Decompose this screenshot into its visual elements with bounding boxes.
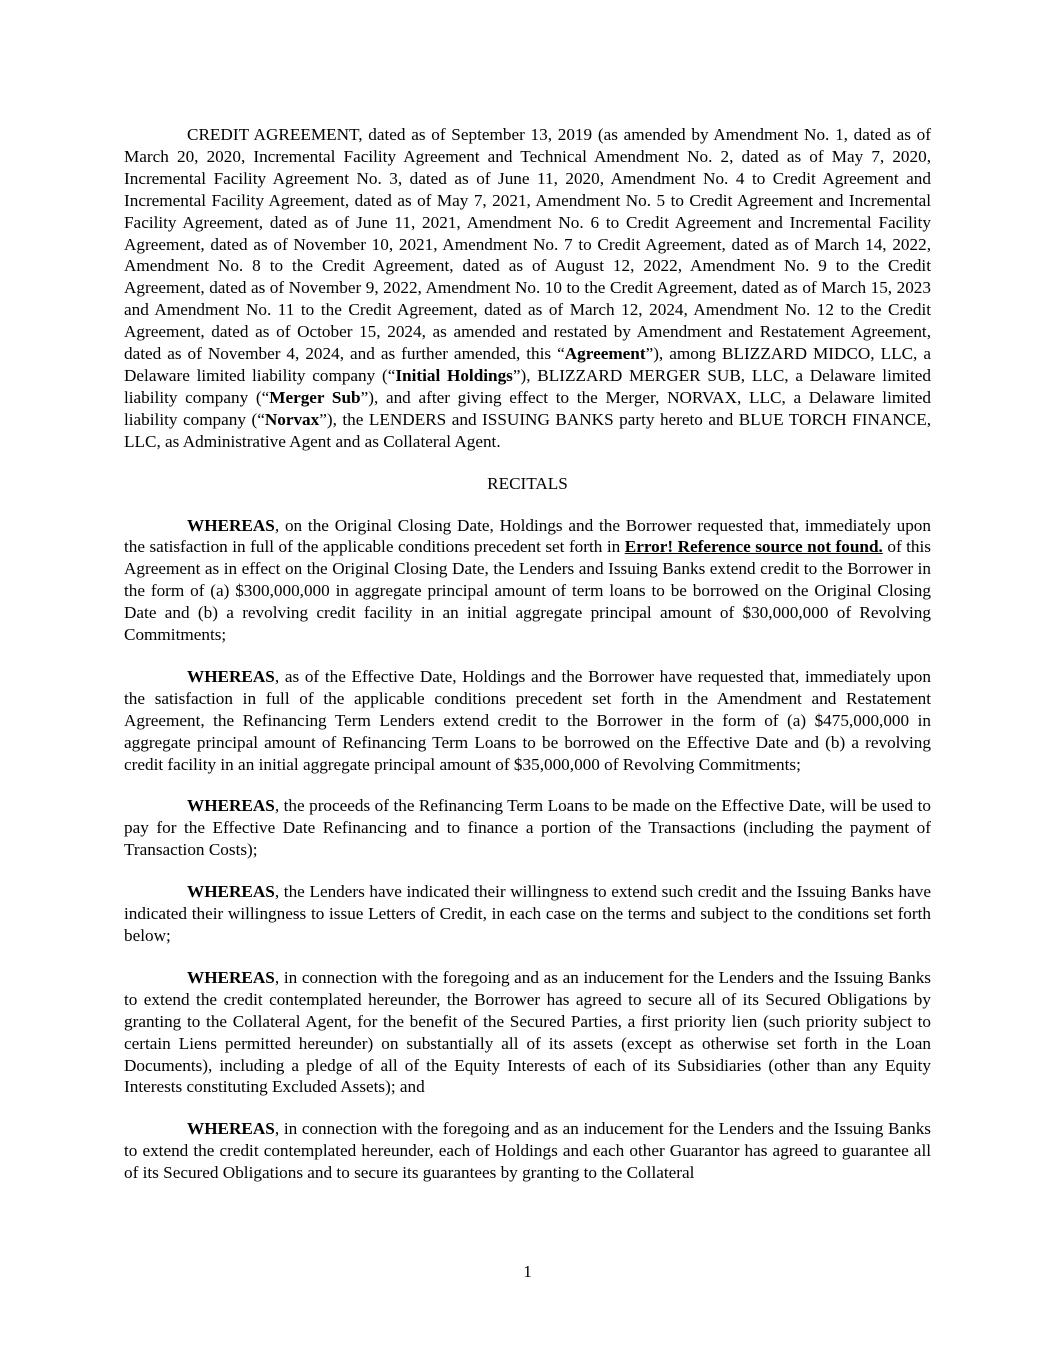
whereas-lead: WHEREAS xyxy=(187,666,275,686)
whereas-lead: WHEREAS xyxy=(187,882,275,902)
whereas-lead: WHEREAS xyxy=(187,515,275,535)
error-reference-link[interactable]: Error! Reference source not found. xyxy=(624,537,883,557)
whereas-1-text-2: of this Agreement as in effect on the Original Closing Date, the Lenders and Issuing Banks extend credit to the Borrower in the form of (a) $300,000,000 in aggregate principal amount of term loans to be borrowed on the Original Closing Date and (b) a revolving credit facility in an initial aggregate principal amount of $30,000,000 of Revolving Commitments; xyxy=(124,537,931,645)
whereas-paragraph-5 xyxy=(124,967,931,1098)
intro-text-4: ”), and after giving effect to the Merger, NORVAX, LLC, a Delaware limited liability company (“ xyxy=(124,387,931,429)
whereas-paragraph-2 xyxy=(124,666,931,776)
whereas-3-text: , the proceeds of the Refinancing Term Loans to be made on the Effective Date, will be used to pay for the Effective Date Refinancing and to finance a portion of the Transactions (including the payment of Transaction Costs); xyxy=(124,796,931,860)
whereas-4-text: , the Lenders have indicated their willingness to extend such credit and the Issuing Banks have indicated their willingness to issue Letters of Credit, in each case on the terms and subject to the conditions set forth below; xyxy=(124,882,931,945)
whereas-5-text: , in connection with the foregoing and as an inducement for the Lenders and the Issuing Banks to extend the credit contemplated hereunder, the Borrower has agreed to secure all of its Secured Obligations by granting to the Collateral Agent, for the benefit of the Secured Parties, a first priority lien (such priority subject to certain Liens permitted hereunder) on substantially all of its assets (except as otherwise set forth in the Loan Documents), including a pledge of all of the Equity Interests of each of its Subsidiaries (other than any Equity Interests constituting Excluded Assets); and xyxy=(124,967,931,1097)
term-norvax: Norvax xyxy=(264,409,320,429)
page-number: 1 xyxy=(523,1262,532,1281)
whereas-lead: WHEREAS xyxy=(187,967,275,987)
intro-paragraph xyxy=(124,124,931,453)
recitals-heading: RECITALS xyxy=(487,473,568,493)
whereas-lead: WHEREAS xyxy=(187,796,275,816)
term-merger-sub: Merger Sub xyxy=(269,387,361,407)
whereas-paragraph-3 xyxy=(124,795,931,861)
whereas-6-text: , in connection with the foregoing and as an inducement for the Lenders and the Issuing Banks to extend the credit contemplated hereunder, each of Holdings and each other Guarantor has agreed to guarantee all of its Secured Obligations and to secure its guarantees by granting to the Collateral xyxy=(124,1119,931,1183)
whereas-paragraph-4 xyxy=(124,881,931,947)
intro-text-3: ”), BLIZZARD MERGER SUB, LLC, a Delaware limited liability company (“ xyxy=(124,365,931,407)
whereas-paragraph-1 xyxy=(124,515,931,646)
term-agreement: Agreement xyxy=(564,344,646,364)
term-initial-holdings: Initial Holdings xyxy=(395,365,513,385)
intro-text-5: ”), the LENDERS and ISSUING BANKS party hereto and BLUE TORCH FINANCE, LLC, as Administrative Agent and as Collateral Agent. xyxy=(124,409,931,451)
whereas-1-text-1: , on the Original Closing Date, Holdings and the Borrower requested that, immediately upon the satisfaction in full of the applicable conditions precedent set forth in xyxy=(124,515,931,557)
intro-text-2: ”), among BLIZZARD MIDCO, LLC, a Delaware limited liability company (“ xyxy=(124,344,931,385)
whereas-2-text: , as of the Effective Date, Holdings and the Borrower have requested that, immediately upon the satisfaction in full of the applicable conditions precedent set forth in the Amendment and Restatement Agreement, the Refinancing Term Lenders extend credit to the Borrower in the form of (a) $475,000,000 in aggregate principal amount of Refinancing Term Loans to be borrowed on the Effective Date and (b) a revolving credit facility in an initial aggregate principal amount of $35,000,000 of Revolving Commitments; xyxy=(124,666,931,774)
whereas-paragraph-6 xyxy=(124,1118,931,1184)
intro-text-1: CREDIT AGREEMENT, dated as of September 13, 2019 (as amended by Amendment No. 1, dated as of March 20, 2020, Incremental Facility Agreement and Technical Amendment No. 2, dated as of May 7, 2020, Incremental Facility Agreement No. 3, dated as of June 11, 2020, Amendment No. 4 to Credit Agreement and Incremental Facility Agreement, dated as of May 7, 2021, Amendment No. 5 to Credit Agreement and Incremental Facility Agreement, dated as of June 11, 2021, Amendment No. 6 to Credit Agreement and Incremental Facility Agreement, dated as of November 10, 2021, Amendment No. 7 to Credit Agreement, dated as of March 14, 2022, Amendment No. 8 to the Credit Agreement, dated as of August 12, 2022, Amendment No. 9 to the Credit Agreement, dated as of November 9, 2022, Amendment No. 10 to the Credit Agreement, dated as of March 15, 2023 and Amendment No. 11 to the Credit Agreement, dated as of March 12, 2024, Amendment No. 12 to the Credit Agreement, dated as of October 15, 2024, as amended and restated by Amendment and Restatement Agreement, dated as of November 4, 2024, and as further amended, this “ xyxy=(124,125,931,364)
whereas-lead: WHEREAS xyxy=(187,1119,275,1139)
